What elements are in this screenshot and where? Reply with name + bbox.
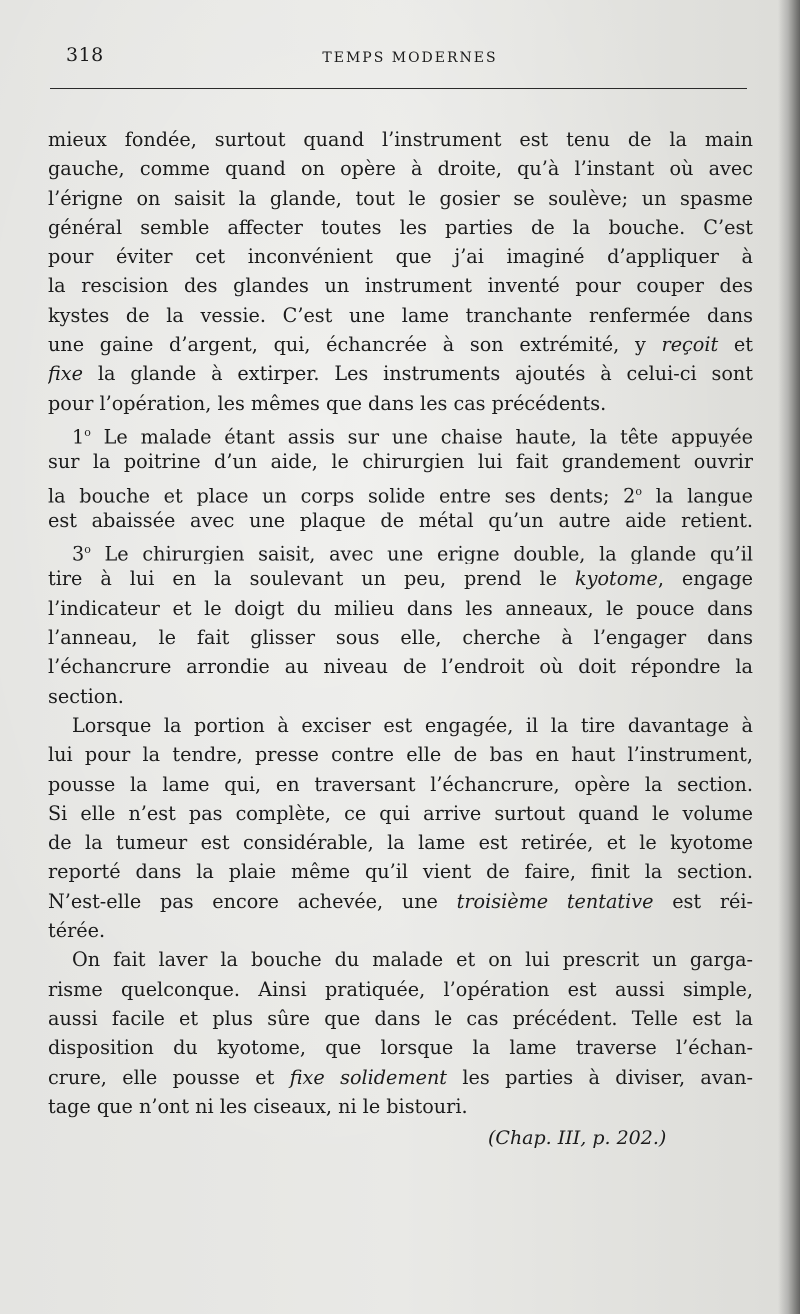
text-line: térée. [48,919,106,943]
text-line: la bouche et place un corps solide entre ses dents; 2$^o$ la langue [48,483,753,506]
text-line: mieux fondée, surtout quand l’instrument est tenu de la main [48,128,753,151]
text-line: kystes de la vessie. C’est une lame tranchante renfermée dans [48,303,753,327]
text-line: Si elle n’est pas complète, ce qui arrive surtout quand le volume [48,801,753,825]
text-line: lui pour la tendre, presse contre elle de bas en haut l’instrument, [48,743,753,767]
text-line: 3$^o$ Le chirurgien saisit, avec une erigne double, la glande qu’il [72,542,753,565]
text-line: tire à lui en la soulevant un peu, prend le kyotome, engage [48,567,753,591]
text-line: tage que n’ont ni les ciseaux, ni le bistouri. [48,1094,468,1118]
running-head: TEMPS MODERNES [322,50,498,66]
text-line: On fait laver la bouche du malade et on lui prescrit un garga- [72,948,753,972]
header-rule [50,88,747,89]
text-line: général semble affecter toutes les parties de la bouche. C’est [48,215,753,239]
text-line: crure, elle pousse et fixe solidement les parties à diviser, avan- [48,1065,753,1089]
text-line: pour éviter cet inconvénient que j’ai imaginé d’appliquer à [48,245,753,269]
text-line: l’érigne on saisit la glande, tout le gosier se soulève; un spasme [48,186,753,210]
text-line: aussi facile et plus sûre que dans le cas précédent. Telle est la [48,1006,753,1030]
text-line: Lorsque la portion à exciser est engagée, il la tire davantage à [72,713,753,737]
text-line: sur la poitrine d’un aide, le chirurgien lui fait grandement ouvrir [48,450,753,474]
text-line: pousse la lame qui, en traversant l’échancrure, opère la section. [48,772,753,796]
text-line: l’échancrure arrondie au niveau de l’endroit où doit répondre la [48,655,753,679]
text-line: la rescision des glandes un instrument inventé pour couper des [48,274,753,298]
binding-shadow [778,0,800,1314]
text-line: risme quelconque. Ainsi pratiquée, l’opération est aussi simple, [48,977,753,1001]
text-line: N’est-elle pas encore achevée, une troisième tentative est réi- [48,889,753,913]
text-line: l’indicateur et le doigt du milieu dans les anneaux, le pouce dans [48,596,753,620]
text-line: section. [48,684,124,708]
chapter-citation: (Chap. III, p. 202.) [488,1127,667,1149]
text-line: reporté dans la plaie même qu’il vient de faire, finit la section. [48,860,753,884]
page-number: 318 [66,44,104,66]
text-line: l’anneau, le fait glisser sous elle, cherche à l’engager dans [48,626,753,650]
text-line: de la tumeur est considérable, la lame est retirée, et le kyotome [48,831,753,855]
text-line: 1$^o$ Le malade étant assis sur une chaise haute, la tête appuyée [72,425,753,448]
text-line: pour l’opération, les mêmes que dans les cas précédents. [48,391,607,415]
text-line: une gaine d’argent, qui, échancrée à son extrémité, y reçoit et [48,333,753,357]
text-line: gauche, comme quand on opère à droite, qu’à l’instant où avec [48,157,753,181]
text-line: fixe la glande à extirper. Les instruments ajoutés à celui-ci sont [48,362,753,386]
text-line: est abaissée avec une plaque de métal qu’un autre aide retient. [48,508,753,532]
text-line: disposition du kyotome, que lorsque la lame traverse l’échan- [48,1036,753,1060]
body-text [48,125,753,1121]
